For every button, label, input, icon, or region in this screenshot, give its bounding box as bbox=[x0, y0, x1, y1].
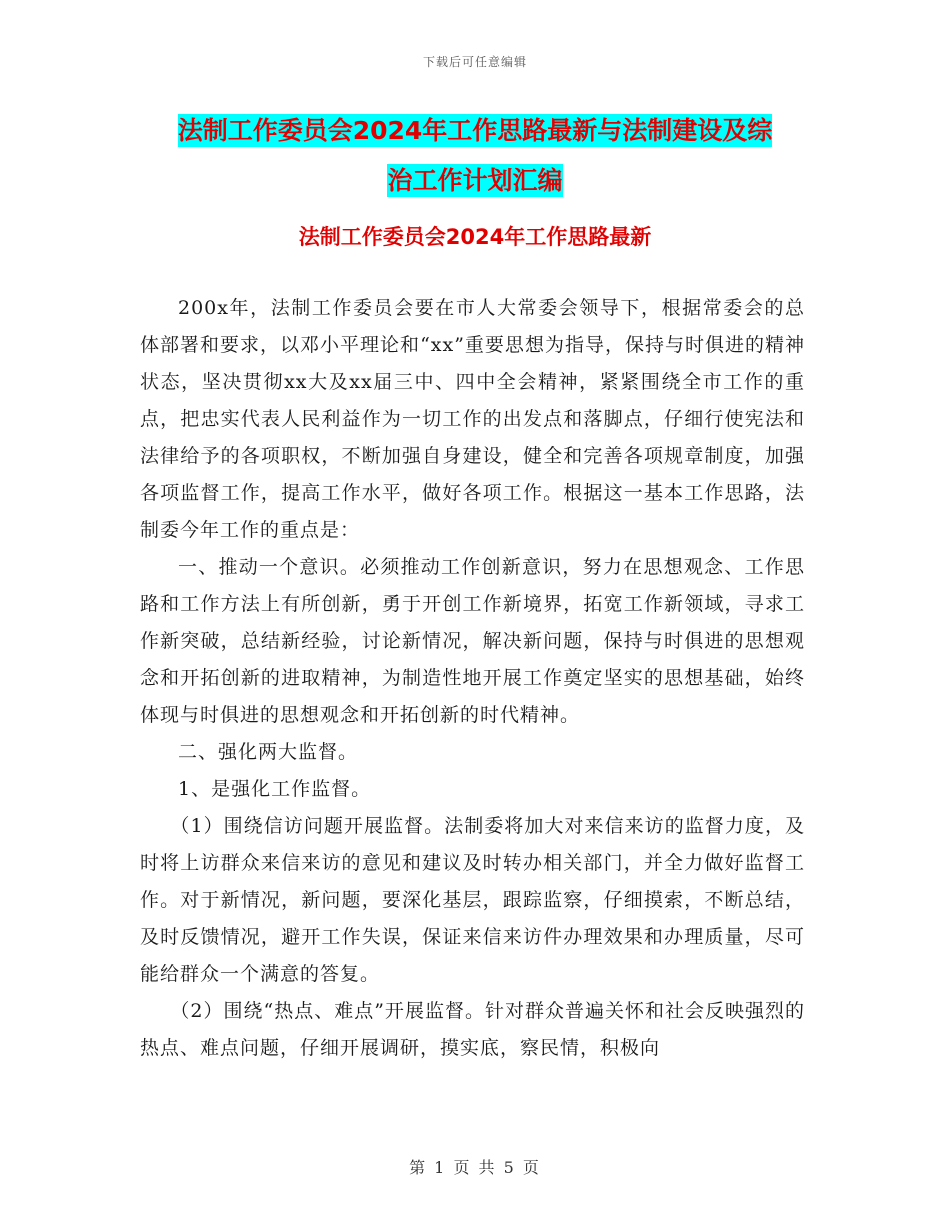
page-number-footer: 第 1 页 共 5 页 bbox=[409, 1158, 541, 1177]
section-title: 法制工作委员会2024年工作思路最新 bbox=[298, 225, 652, 249]
paragraph-item-1: 1、是强化工作监督。 bbox=[178, 778, 372, 800]
document-title-line-1: 法制工作委员会2024年工作思路最新与法制建设及综 bbox=[177, 116, 773, 145]
document-body bbox=[140, 290, 805, 1067]
paragraph-sub-item-1: （1）围绕信访问题开展监督。法制委将加大对来信来访的监督力度，及时将上访群众来信来访的意见和建议及时转办相关部门，并全力做好监督工作。对于新情况，新问题，要深化基层，跟踪监察，仔细摸索，不断总结，及时反馈情况，避开工作失误，保证来信来访件办理效果和办理质量，尽可能给群众一个满意的答复。 bbox=[140, 815, 805, 985]
paragraph-intro: 200x年，法制工作委员会要在市人大常委会领导下，根据常委会的总体部署和要求，以邓小平理论和“xx”重要思想为指导，保持与时俱进的精神状态，坚决贯彻xx大及xx届三中、四中全会精神，紧紧围绕全市工作的重点，把忠实代表人民利益作为一切工作的出发点和落脚点，仔细行使宪法和法律给予的各项职权，不断加强自身建设，健全和完善各项规章制度，加强各项监督工作，提高工作水平，做好各项工作。根据这一基本工作思路，法制委今年工作的重点是： bbox=[140, 297, 805, 541]
paragraph-sub-item-2: （2）围绕“热点、难点”开展监督。针对群众普遍关怀和社会反映强烈的热点、难点问题，仔细开展调研，摸实底，察民情，积极向 bbox=[140, 1000, 805, 1059]
paragraph-point-one: 一、推动一个意识。必须推动工作创新意识，努力在思想观念、工作思路和工作方法上有所创新，勇于开创工作新境界，拓宽工作新领域，寻求工作新突破，总结新经验，讨论新情况，解决新问题，保持与时俱进的思想观念和开拓创新的进取精神，为制造性地开展工作奠定坚实的思想基础，始终体现与时俱进的思想观念和开拓创新的时代精神。 bbox=[140, 556, 805, 726]
paragraph-point-two: 二、强化两大监督。 bbox=[178, 741, 359, 763]
document-title-line-2: 治工作计划汇编 bbox=[387, 166, 563, 195]
header-note: 下载后可任意编辑 bbox=[422, 55, 527, 69]
document-title bbox=[140, 106, 810, 206]
